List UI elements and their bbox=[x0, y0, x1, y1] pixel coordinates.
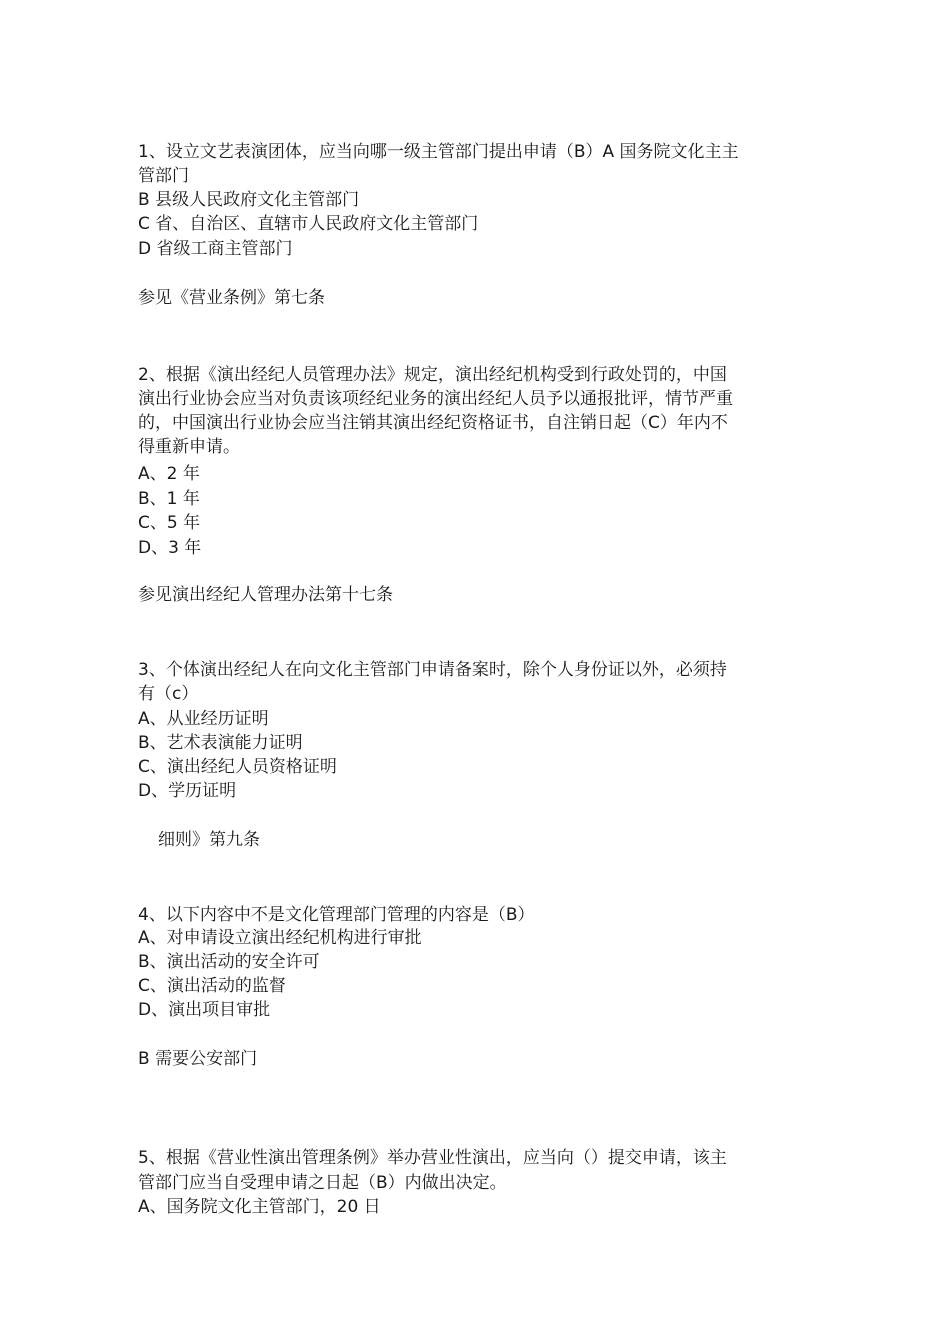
question-1-text: 1、设立文艺表演团体，应当向哪一级主管部门提出申请（B）A 国务院文化主主 bbox=[138, 142, 739, 162]
question-2-option-b: B、1 年 bbox=[138, 489, 200, 509]
question-3-text: 3、个体演出经纪人在向文化主管部门申请备案时，除个人身份证以外，必须持 bbox=[138, 660, 727, 680]
question-1-option-d: D 省级工商主管部门 bbox=[138, 239, 293, 259]
question-2-option-a: A、2 年 bbox=[138, 464, 200, 484]
question-3-note: 细则》第九条 bbox=[158, 830, 260, 850]
question-4-option-a: A、对申请设立演出经纪机构进行审批 bbox=[138, 928, 422, 948]
question-5-text-cont: 管部门应当自受理申请之日起（B）内做出决定。 bbox=[138, 1173, 507, 1193]
question-3-option-a: A、从业经历证明 bbox=[138, 709, 269, 729]
question-2-text: 2、根据《演出经纪人员管理办法》规定，演出经纪机构受到行政处罚的，中国 bbox=[138, 365, 727, 385]
question-5-text: 5、根据《营业性演出管理条例》举办营业性演出，应当向（）提交申请，该主 bbox=[138, 1148, 727, 1168]
question-1-option-c: C 省、自治区、直辖市人民政府文化主管部门 bbox=[138, 214, 479, 234]
question-4-text: 4、以下内容中不是文化管理部门管理的内容是（B） bbox=[138, 905, 535, 925]
question-5-option-a: A、国务院文化主管部门，20 日 bbox=[138, 1197, 381, 1217]
question-2-option-c: C、5 年 bbox=[138, 513, 201, 533]
question-4-option-b: B、演出活动的安全许可 bbox=[138, 952, 320, 972]
question-4-option-c: C、演出活动的监督 bbox=[138, 976, 286, 996]
question-2-text-cont: 得重新申请。 bbox=[138, 437, 240, 457]
question-4-option-d: D、演出项目审批 bbox=[138, 1000, 271, 1020]
question-1-note: 参见《营业条例》第七条 bbox=[138, 288, 325, 308]
question-3-option-d: D、学历证明 bbox=[138, 781, 237, 801]
question-1-option-b: B 县级人民政府文化主管部门 bbox=[138, 190, 360, 210]
question-1-text-cont: 管部门 bbox=[138, 166, 189, 186]
question-4-note: B 需要公安部门 bbox=[138, 1049, 258, 1069]
question-2-text-cont: 的，中国演出行业协会应当注销其演出经纪资格证书，自注销日起（C）年内不 bbox=[138, 413, 728, 433]
question-3-text-cont: 有（c） bbox=[138, 684, 199, 704]
question-2-text-cont: 演出行业协会应当对负责该项经纪业务的演出经纪人员予以通报批评，情节严重 bbox=[138, 389, 733, 409]
question-2-option-d: D、3 年 bbox=[138, 538, 202, 558]
question-3-option-c: C、演出经纪人员资格证明 bbox=[138, 757, 337, 777]
question-3-option-b: B、艺术表演能力证明 bbox=[138, 733, 303, 753]
question-2-note: 参见演出经纪人管理办法第十七条 bbox=[138, 585, 393, 605]
